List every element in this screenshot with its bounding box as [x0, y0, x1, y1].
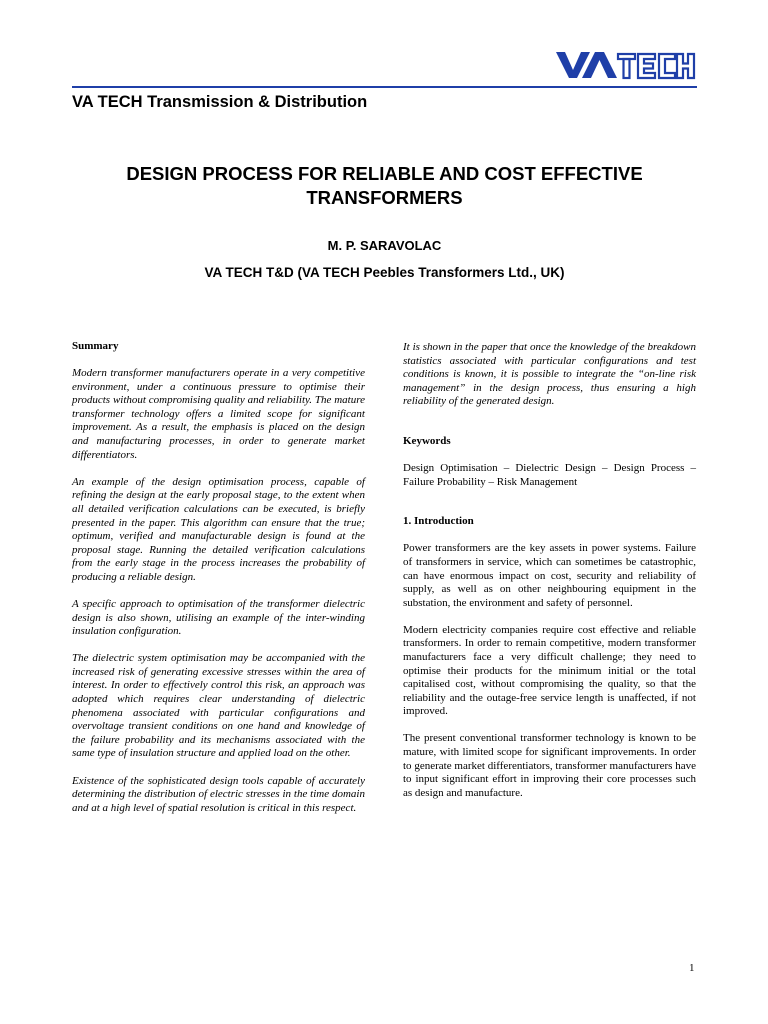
va-tech-logo [556, 50, 696, 80]
header-rule [72, 86, 697, 88]
summary-paragraph: A specific approach to optimisation of the transformer dielectric design is also shown, utilising an example of the inter-winding insulation configuration. [72, 598, 365, 638]
summary-paragraph: It is shown in the paper that once the knowledge of the breakdown statistics associated with particular configurations and test conditions is known, it is possible to integrate the “on-line risk management” in the design process, thus ensuring a high reliability of the generated design. [403, 341, 696, 408]
author: M. P. SARAVOLAC [327, 238, 442, 253]
introduction-paragraph: The present conventional transformer technology is known to be mature, with limited scope for significant improvements. In order to generate market differentiators, transformer manufacturers have to input significant effort in improving their core processes such as design and manufacture. [403, 732, 696, 799]
affiliation: VA TECH T&D (VA TECH Peebles Transformers Ltd., UK) [204, 265, 565, 280]
summary-heading: Summary [72, 340, 119, 352]
left-column [72, 340, 365, 829]
summary-paragraph: Modern transformer manufacturers operate in a very competitive environment, under a continuous pressure to optimise their products without compromising quality and reliability. The mature transformer technology offers a limited scope for significant improvement. As a result, the emphasis is placed on the design and manufacturing processes, in order to generate market differentiators. [72, 367, 365, 461]
keywords-text: Design Optimisation – Dielectric Design – Design Process – Failure Probability – Risk Management [403, 462, 696, 488]
page-number: 1 [689, 962, 695, 974]
introduction-paragraph: Power transformers are the key assets in power systems. Failure of transformers in service, which can sometimes be catastrophic, can have enormous impact on cost, security and reliability of supply, as well as on other neighbouring equipment in the substation, the environment and safety of personnel. [403, 542, 696, 609]
right-column [403, 341, 696, 814]
keywords-heading: Keywords [403, 434, 451, 447]
summary-paragraph: An example of the design optimisation process, capable of refining the design at the early proposal stage, to the extent when all detailed verification calculations can be executed, is briefly presented in the paper. This algorithm can ensure that the true; optimum, verified and manufacturable design is found at the proposal stage. Running the detailed verification calculations from the early stage in the process increases the probability of producing a reliable design. [72, 475, 365, 583]
summary-paragraph: Existence of the sophisticated design tools capable of accurately determining the distribution of electric stresses in the time domain and at a high level of spatial resolution is critical in this respect. [72, 774, 365, 814]
introduction-heading: 1. Introduction [403, 515, 474, 528]
company-name: VA TECH Transmission & Distribution [72, 93, 368, 111]
introduction-paragraph: Modern electricity companies require cost effective and reliable transformers. In order to remain competitive, modern transformer manufacturers face a very difficult challenge; they need to optimise their products for the minimum initial or the total capitalised cost, without compromising the quality, so that the reliability and the outage-free service length is unaffected, if not improved. [403, 623, 696, 718]
paper-title: DESIGN PROCESS FOR RELIABLE AND COST EFFECTIVE TRANSFORMERS [126, 163, 643, 208]
summary-paragraph: The dielectric system optimisation may be accompanied with the increased risk of generating excessive stresses within the area of interest. In order to effectively control this risk, an approach was adopted which requires clear understanding of dielectric phenomena associated with particular configurations and overvoltage transient conditions on one hand and knowledge of the failure probability and its mechanisms associated with the same type of insulation structure and applied load on the other. [72, 652, 365, 760]
